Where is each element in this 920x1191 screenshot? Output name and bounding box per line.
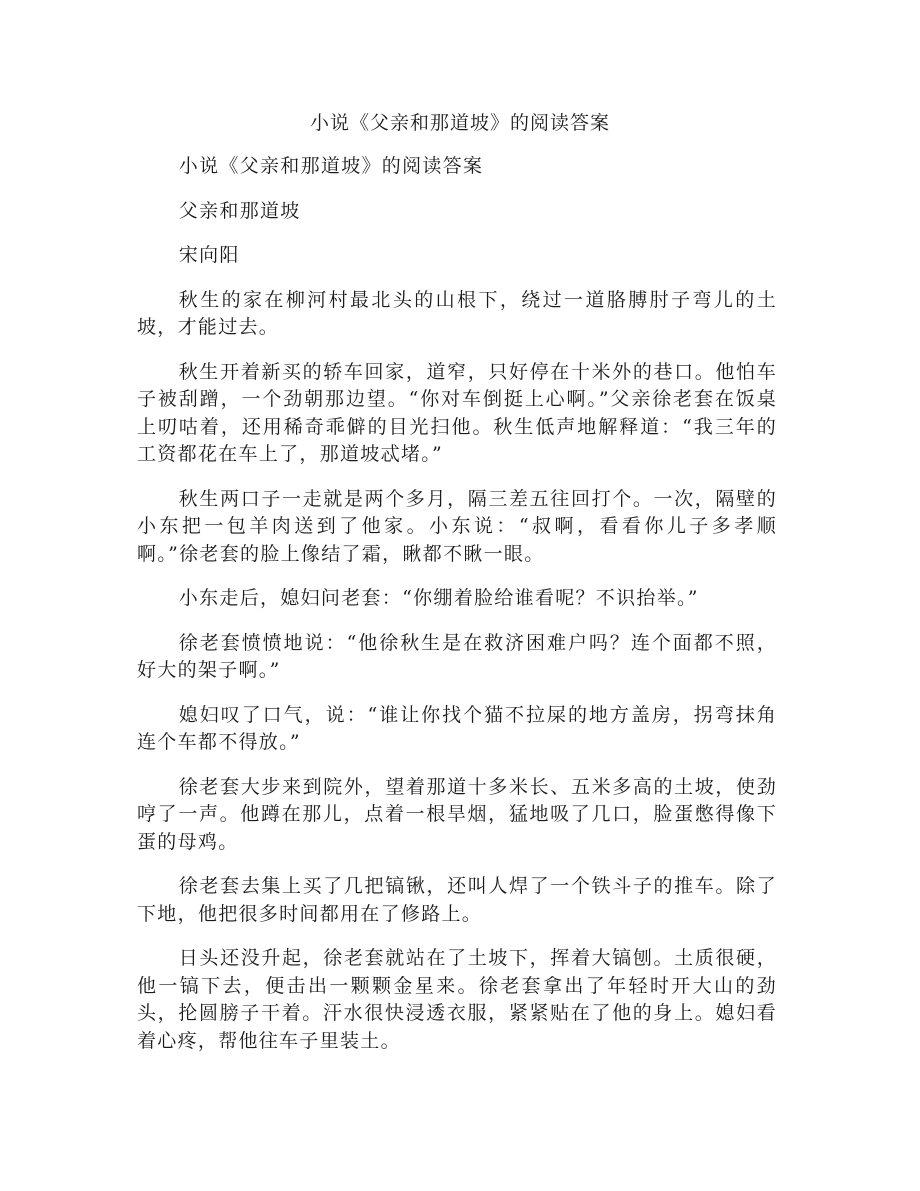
paragraph: 秋生开着新买的轿车回家，道窄，只好停在十米外的巷口。他怕车子被刮蹭，一个劲朝那边望。“你对车倒挺上心啊。”父亲徐老套在饭桌上叨咕着，还用稀奇乖僻的目光扫他。秋生低声地解释道：“我三年的工资都花在车上了，那道坡忒堵。” <box>137 360 777 465</box>
paragraph: 秋生两口子一走就是两个多月，隔三差五往回打个。一次，隔壁的小东把一包羊肉送到了他家。小东说：“叔啊，看看你儿子多孝顺啊。”徐老套的脸上像结了霜，瞅都不瞅一眼。 <box>137 487 777 565</box>
document-body <box>137 153 777 1072</box>
paragraph: 徐老套愤愤地说：“他徐秋生是在救济困难户吗？连个面都不照，好大的架子啊。” <box>137 631 777 681</box>
paragraph: 媳妇叹了口气，说：“谁让你找个猫不拉屎的地方盖房，拐弯抹角连个车都不得放。” <box>137 703 777 753</box>
paragraph-subtitle: 小说《父亲和那道坡》的阅读答案 <box>178 155 484 177</box>
paragraph: 日头还没升起，徐老套就站在了土坡下，挥着大镐刨。土质很硬，他一镐下去，便击出一颗颗金星来。徐老套拿出了年轻时开大山的劲头，抡圆膀子干着。汗水很快浸透衣服，紧紧贴在了他的身上。媳妇看着心疼，帮他往车子里装土。 <box>137 947 777 1052</box>
paragraph: 徐老套去集上买了几把镐锹，还叫人焊了一个铁斗子的推车。除了下地，他把很多时间都用在了修路上。 <box>137 875 777 925</box>
document-title: 小说《父亲和那道坡》的阅读答案 <box>309 112 610 134</box>
paragraph-story-title: 父亲和那道坡 <box>178 199 301 222</box>
paragraph: 小东走后，媳妇问老套：“你绷着脸给谁看呢？不识抬举。” <box>178 587 699 609</box>
paragraph: 徐老套大步来到院外，望着那道十多米长、五米多高的土坡，使劲哼了一声。他蹲在那儿，点着一根旱烟，猛地吸了几口，脸蛋憋得像下蛋的母鸡。 <box>137 775 777 853</box>
paragraph: 秋生的家在柳河村最北头的山根下，绕过一道胳膊肘子弯儿的土坡，才能过去。 <box>137 288 777 338</box>
paragraph-author: 宋向阳 <box>178 244 240 266</box>
